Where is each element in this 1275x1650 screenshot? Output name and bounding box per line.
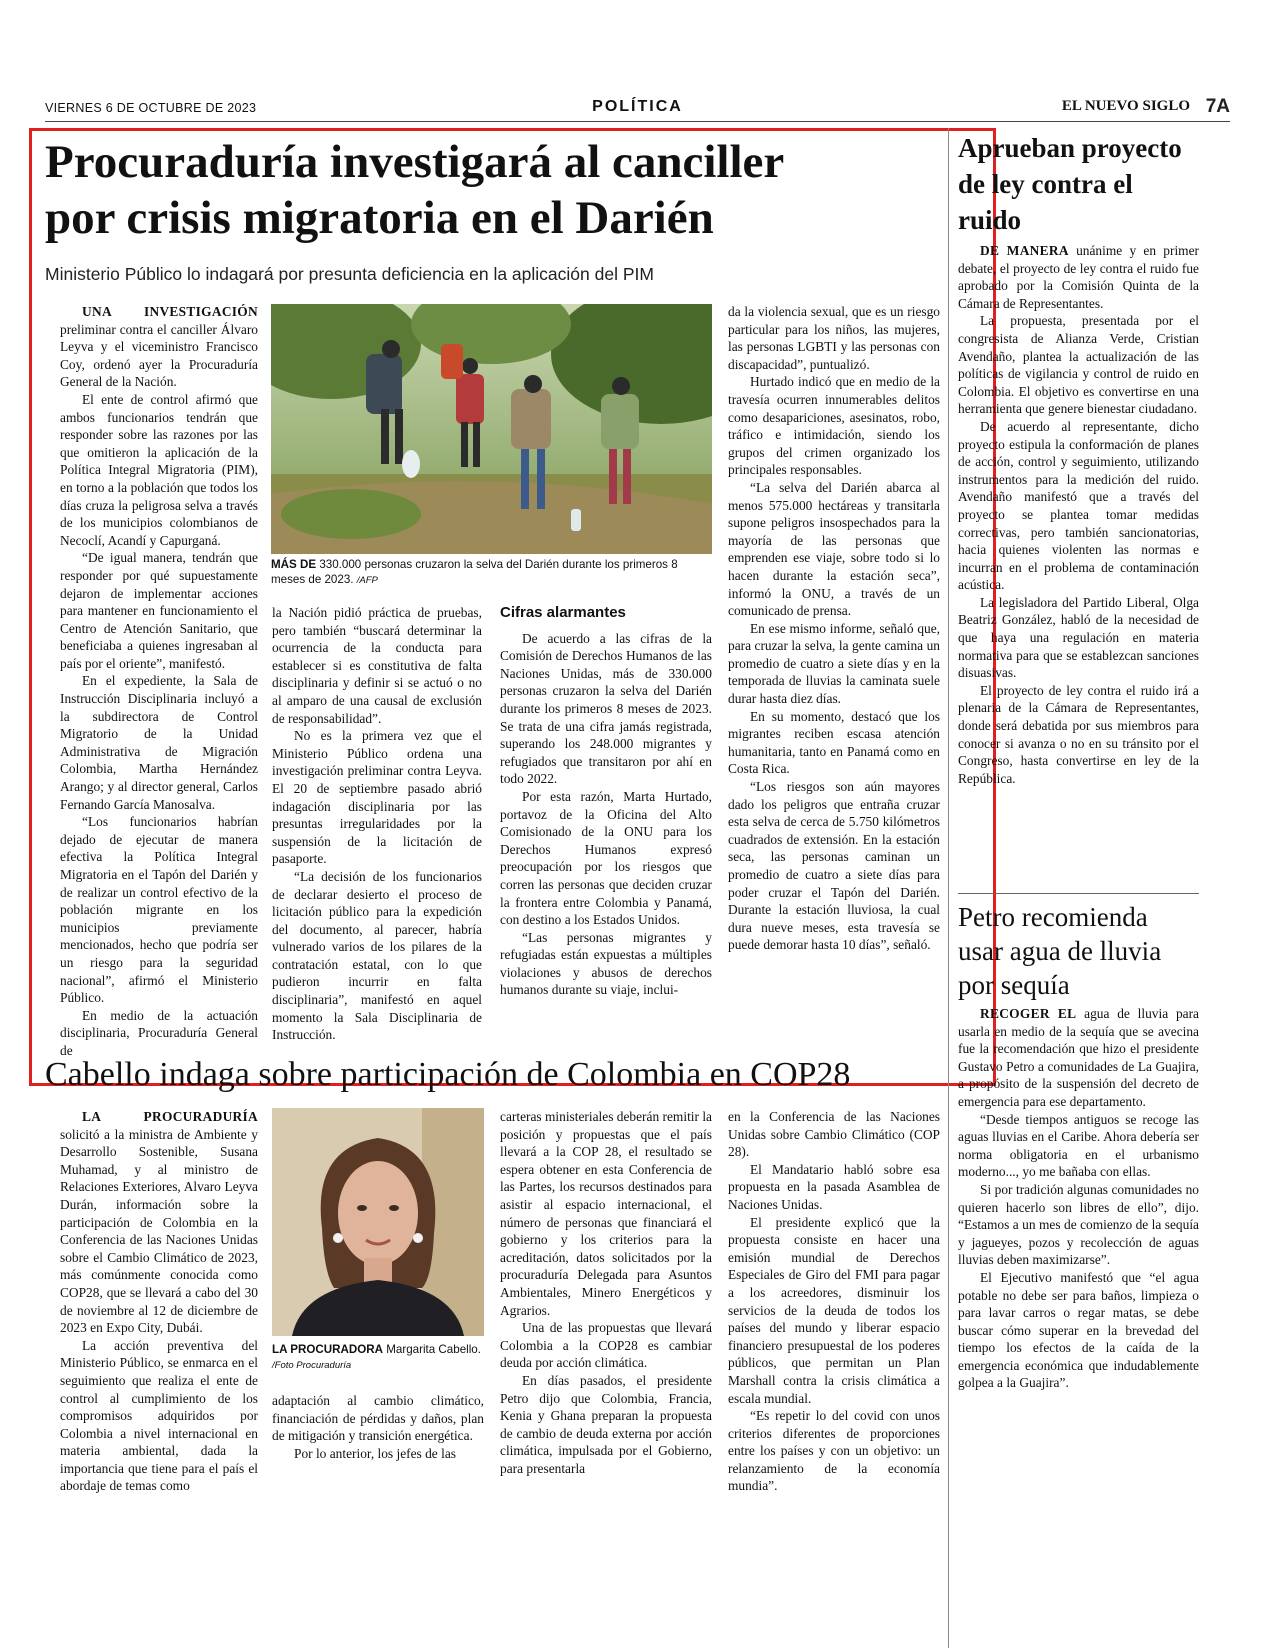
main-col-2 [272,604,482,1044]
main-col4-p3: “La selva del Darién abarca al menos 575.000 hectáreas y transitarla supone peligros insospechados para la mayoría de las personas que emprenden ese viaje, sobre todo si lo hacen durante la estación seca”, informó la ONU, a través de un comunicado de prensa. [728,479,940,619]
cop-col-1 [60,1108,258,1495]
caption-credit: /AFP [356,575,378,586]
cop-col3-p3: En días pasados, el presidente Petro dijo que Colombia, Francia, Kenia y Ghana preparan la propuesta de cambio de deuda externa por acción climática, impulsada por el Gobierno, para presentarla [500,1372,712,1476]
cop-col4-p4: “Es repetir lo del covid con unos criterios diferentes de proporciones entre los países y con un objetivo: un relanzamiento de la economía mundia”. [728,1408,940,1494]
cop-col4-p3: El presidente explicó que la propuesta consiste en hacer una emisión mundial de Derechos Especiales de Giro del FMI para pagar a los acreedores, disminuir los servicios de la deuda de todos los países del mundo y liberar espacio financiero presupuestal de los poderes públicos, que permitan un Plan Marshall contra la crisis climática a escala mundial. [728,1214,940,1406]
cop-col-4 [728,1108,940,1495]
main-col4-p2: Hurtado indicó que en medio de la travesía ocurren innumerables delitos como desapariciones, asesinatos, robo, tráfico e intimidación, siendo los grupos del crimen organizado los principales responsables. [728,374,940,478]
main-col1-p6: En medio de la actuación disciplinaria, Procuraduría General de [60,1007,258,1058]
cop-col-2 [272,1392,484,1462]
ruido-body [958,242,1199,787]
column-divider [948,128,949,1648]
migrants-photo [271,304,712,554]
cop-col3-p2: Una de las propuestas que llevará Colombia a la COP28 es cambiar deuda por acción climática. [500,1320,712,1371]
main-col4-p6: “Los riesgos son aún mayores dado los peligros que entraña cruzar esta selva de cerca de 5.750 kilómetros cuadrados de extensión. En la estación seca, las personas caminan un promedio de cuatro a siete días para poder cruzar el Tapón del Darién. Durante la estación lluviosa, la cual dura nueve meses, esta travesía se puede demorar hasta 10 días”, señaló. [728,779,940,953]
newspaper-name: EL NUEVO SIGLO [1061,98,1190,114]
main-col2-p2: No es la primera vez que el Ministerio Público ordena una investigación preliminar contra Leyva. El 20 de septiembre pasado abrió indagación disciplinaria por las presuntas irregularidades por la suspensión de la licitación de pasaporte. [272,728,482,867]
main-col1-p3: “De igual manera, tendrán que responder por qué supuestamente dejaron de implementar acciones para mantener en funcionamiento el Centro de Atención Sanitario, que beneficiaba a quienes ingresaban al país por el oriente”, manifestó. [60,550,258,671]
cop-col4-p1: en la Conferencia de las Naciones Unidas sobre Cambio Climático (COP 28). [728,1109,940,1160]
main-col3-p1: De acuerdo a las cifras de la Comisión de Derechos Humanos de las Naciones Unidas, más de 330.000 personas cruzaron la selva del Darién durante los primeros 8 meses de 2023. Se trata de una cifra jamás registrada, superando los 248.000 migrantes y refugiados que transitaron por ahí en todo 2022. [500,630,712,787]
ruido-p4: La legisladora del Partido Liberal, Olga Beatriz González, habló de la necesidad de que haya una regulación en materia normativa para que se establezcan sanciones disuasivas. [958,594,1199,681]
main-col-1 [60,303,258,1060]
petro-body [958,1005,1199,1392]
migrants-photo-illustration [271,304,712,554]
procuradora-caption-text: Margarita Cabello. [386,1343,481,1356]
main-col3-p3: “Las personas migrantes y refugiadas están expuestas a múltiples violaciones y abusos de derechos humanos durante su viaje, inclui- [500,929,712,998]
main-photo-caption [271,557,712,588]
cop-headline: Cabello indaga sobre participación de Colombia en COP28 [45,1056,851,1093]
main-subheadline: Ministerio Público lo indagará por presunta deficiencia en la aplicación del PIM [45,264,654,284]
main-col1-p5: “Los funcionarios habrían dejado de ejecutar de manera efectiva la Política Integral Migratoria en el Tapón del Darién y de realizar un control efectivo de la población migrante en los municipios previamente mencionados, hecho que podría ser un riesgo para la seguridad nacional”, afirmó el Ministerio Público. [60,814,258,1006]
main-col1-p4: En el expediente, la Sala de Instrucción Disciplinaria incluyó a la subdirectora de Control Migratorio de la Unidad Administrativa de Migración Colombia, Martha Hernández Arango; y al director general, Carlos Fernando García Manosalva. [60,673,258,812]
main-col4-p4: En ese mismo informe, señaló que, para cruzar la selva, la gente camina un promedio de cuatro a siete días y en la temporada de lluvias la caminata suele durar hasta diez días. [728,620,940,707]
issue-date: VIERNES 6 DE OCTUBRE DE 2023 [45,101,257,115]
procuradora-caption [272,1342,484,1373]
petro-headline: Petro recomienda usar agua de lluvia por sequía [958,902,1162,1000]
procuradora-caption-lead: LA PROCURADORA [272,1343,383,1356]
ruido-p1: unánime y en primer debate, el proyecto de ley contra el ruido fue aprobado por la Comisión Quinta de la Cámara de Representantes. [958,243,1199,311]
petro-lead-bold: RECOGER EL [980,1006,1077,1021]
main-col1-p2: El ente de control afirmó que ambos funcionarios tendrán que responder sobre las razones por las que omitieron la aplicación de la Política Integral Migratoria (PIM), en torno a la población que todos los días cruza la peligrosa selva a través de los municipios colombianos de Necoclí, Acandí y Capurganá. [60,391,258,548]
petro-p4: El Ejecutivo manifestó que “el agua potable no debe ser para baños, limpieza o para lavar carros o regar matas, se debe buscar cómo superar en la brevedad del tiempo los efectos de la caída de la emergencia económica que indudablemente golpea a la Guajira”. [958,1269,1199,1391]
cop-col4-p2: El Mandatario habló sobre esa propuesta en la pasada Asamblea de Naciones Unidas. [728,1161,940,1212]
ruido-p5: El proyecto de ley contra el ruido irá a plenaria de la Cámara de Representantes, donde será debatida por sus miembros para conocer si avanza o no en su tránsito por el Congreso, hasta convertirse en ley de la República. [958,682,1199,786]
masthead [45,98,1230,120]
main-col-3 [500,604,712,999]
cop-col3-p1: carteras ministeriales deberán remitir la posición y propuestas que el país llevará a la COP 28, el resultado se espera obtener en esta Conferencia de las Partes, los recursos destinados para asistir al espacio internacional, el número de personas que financiará el gobierno y los criterios para la acreditación, datos solicitados por la procuraduría Delegada para Asuntos Ambientales, Minero Energéticos y Agrarios. [500,1109,712,1318]
cop-col-3 [500,1108,712,1477]
cop-col2-p2: Por lo anterior, los jefes de las [294,1445,456,1461]
ruido-lead-bold: DE MANERA [980,243,1069,258]
ruido-p2: La propuesta, presentada por el congresista de Alianza Verde, Cristian Avendaño, plantea la actualización de las políticas de vigilancia y control de ruido en Colombia. El objetivo es convertirse en una herramienta que genere bienestar ciudadano. [958,313,1199,417]
main-headline-line1: Procuraduría investigará al canciller [45,136,785,188]
main-col2-p3: “La decisión de los funcionarios de declarar desierto el proceso de licitación público para la expedición del documento, al parecer, habría vulnerado varios de los pilares de la contratación estatal, con lo que pudieron incurrir en falta disciplinaria”, manifestó en aquel momento la Sala Disciplinaria de Instrucción. [272,868,482,1043]
main-col3-p2: Por esta razón, Marta Hurtado, portavoz de la Oficina del Alto Comisionado de la ONU para los Derechos Humanos expresó preocupación por los riesgos que corren las personas que deciden cruzar la frontera entre Colombia y Panamá, con destino a los Estados Unidos. [500,788,712,928]
petro-p2: “Desde tiempos antiguos se recoge las aguas lluvias en el Caribe. Ahora debería ser norma obligatoria en el urbanismo moderno..., yo me bañaba con ellas. [958,1111,1199,1180]
ruido-headline: Aprueban proyecto de ley contra el ruido [958,133,1182,235]
main-col1-p1: preliminar contra el canciller Álvaro Leyva y el viceministro Francisco Coy, ordenó ayer la Procuraduría General de la Nación. [60,321,258,390]
main-col-4 [728,303,940,954]
cifras-subhead: Cifras alarmantes [500,604,626,621]
main-headline [45,134,985,246]
caption-text: 330.000 personas cruzaron la selva del Darién durante los primeros 8 meses de 2023. [271,558,678,586]
page-number: 7A [1205,96,1230,117]
caption-lead: MÁS DE [271,558,317,571]
cop-lead-bold: LA PROCURADURÍA [82,1109,258,1124]
main-headline-line2: por crisis migratoria en el Darién [45,192,714,244]
procuradora-caption-credit: /Foto Procuraduría [272,1360,352,1371]
ruido-petro-divider [958,893,1199,894]
main-col4-p5: En su momento, destacó que los migrantes reciben escasa atención humanitaria, tanto en Panamá como en Costa Rica. [728,708,940,777]
petro-p1: agua de lluvia para usarla en medio de la sequía que se avecina fue la recomendación que hizo el presidente Gustavo Petro a comunidades de La Guajira, a propósito de la suspensión del decreto de emergencia para ese departamento. [958,1006,1199,1109]
procuradora-portrait-illustration [272,1108,484,1336]
main-col2-p1: la Nación pidió práctica de pruebas, pero también “buscará determinar la ocurrencia de la conducta para establecer si es constitutiva de falta disciplinaria y definir si se actuó o no al amparo de una causal de exclusión de responsabilidad”. [272,605,482,726]
petro-p3: Si por tradición algunas comunidades no quieren hacerlo son libres de ello”, dijo. “Estamos a un mes de comienzo de la sequía y jagueyes, pozos y recolección de aguas lluvias deben maximizarse”. [958,1181,1199,1268]
main-col4-p1: da la violencia sexual, que es un riesgo particular para los niños, las mujeres, las personas LGBTI y las personas con discapacidad”, puntualizó. [728,304,940,372]
cop-col2-p1: adaptación al cambio climático, financiación de pérdidas y daños, plan de mitigación y transición energética. [272,1393,484,1444]
masthead-rule [45,121,1230,122]
cop-col1-p2: La acción preventiva del Ministerio Público, se enmarca en el seguimiento que realiza el ente de control al cumplimiento de los compromisos adquiridos por Colombia a nivel internacional en materia ambiental, dada la importancia que tiene para el país el abordaje de temas como [60,1337,258,1494]
cop-col1-p1: solicitó a la ministra de Ambiente y Desarrollo Sostenible, Susana Muhamad, y al ministro de Relaciones Exteriores, Alvaro Leyva Durán, información sobre la participación de Colombia en la Conferencia de las Naciones Unidas sobre el Cambio Climático de 2023, más comúnmente conocida como COP28, que se llevará a cabo del 30 de noviembre al 12 de diciembre de 2023 en Expo City, Dubái. [60,1126,258,1336]
section-name: POLÍTICA [592,98,683,115]
ruido-p3: De acuerdo al representante, dicho proyecto estipula la conformación de planes de acción, control y seguimiento, utilizando instrumentos para la medición del ruido. Avendaño manifestó que a través del proyecto se plantea tomar medidas correctivas, pero también sancionatorias, hacia quienes violenten las normas e incurran en el problema de contaminación acústica. [958,418,1199,593]
procuradora-photo [272,1108,484,1336]
main-lead-bold: UNA INVESTIGACIÓN [82,304,258,319]
